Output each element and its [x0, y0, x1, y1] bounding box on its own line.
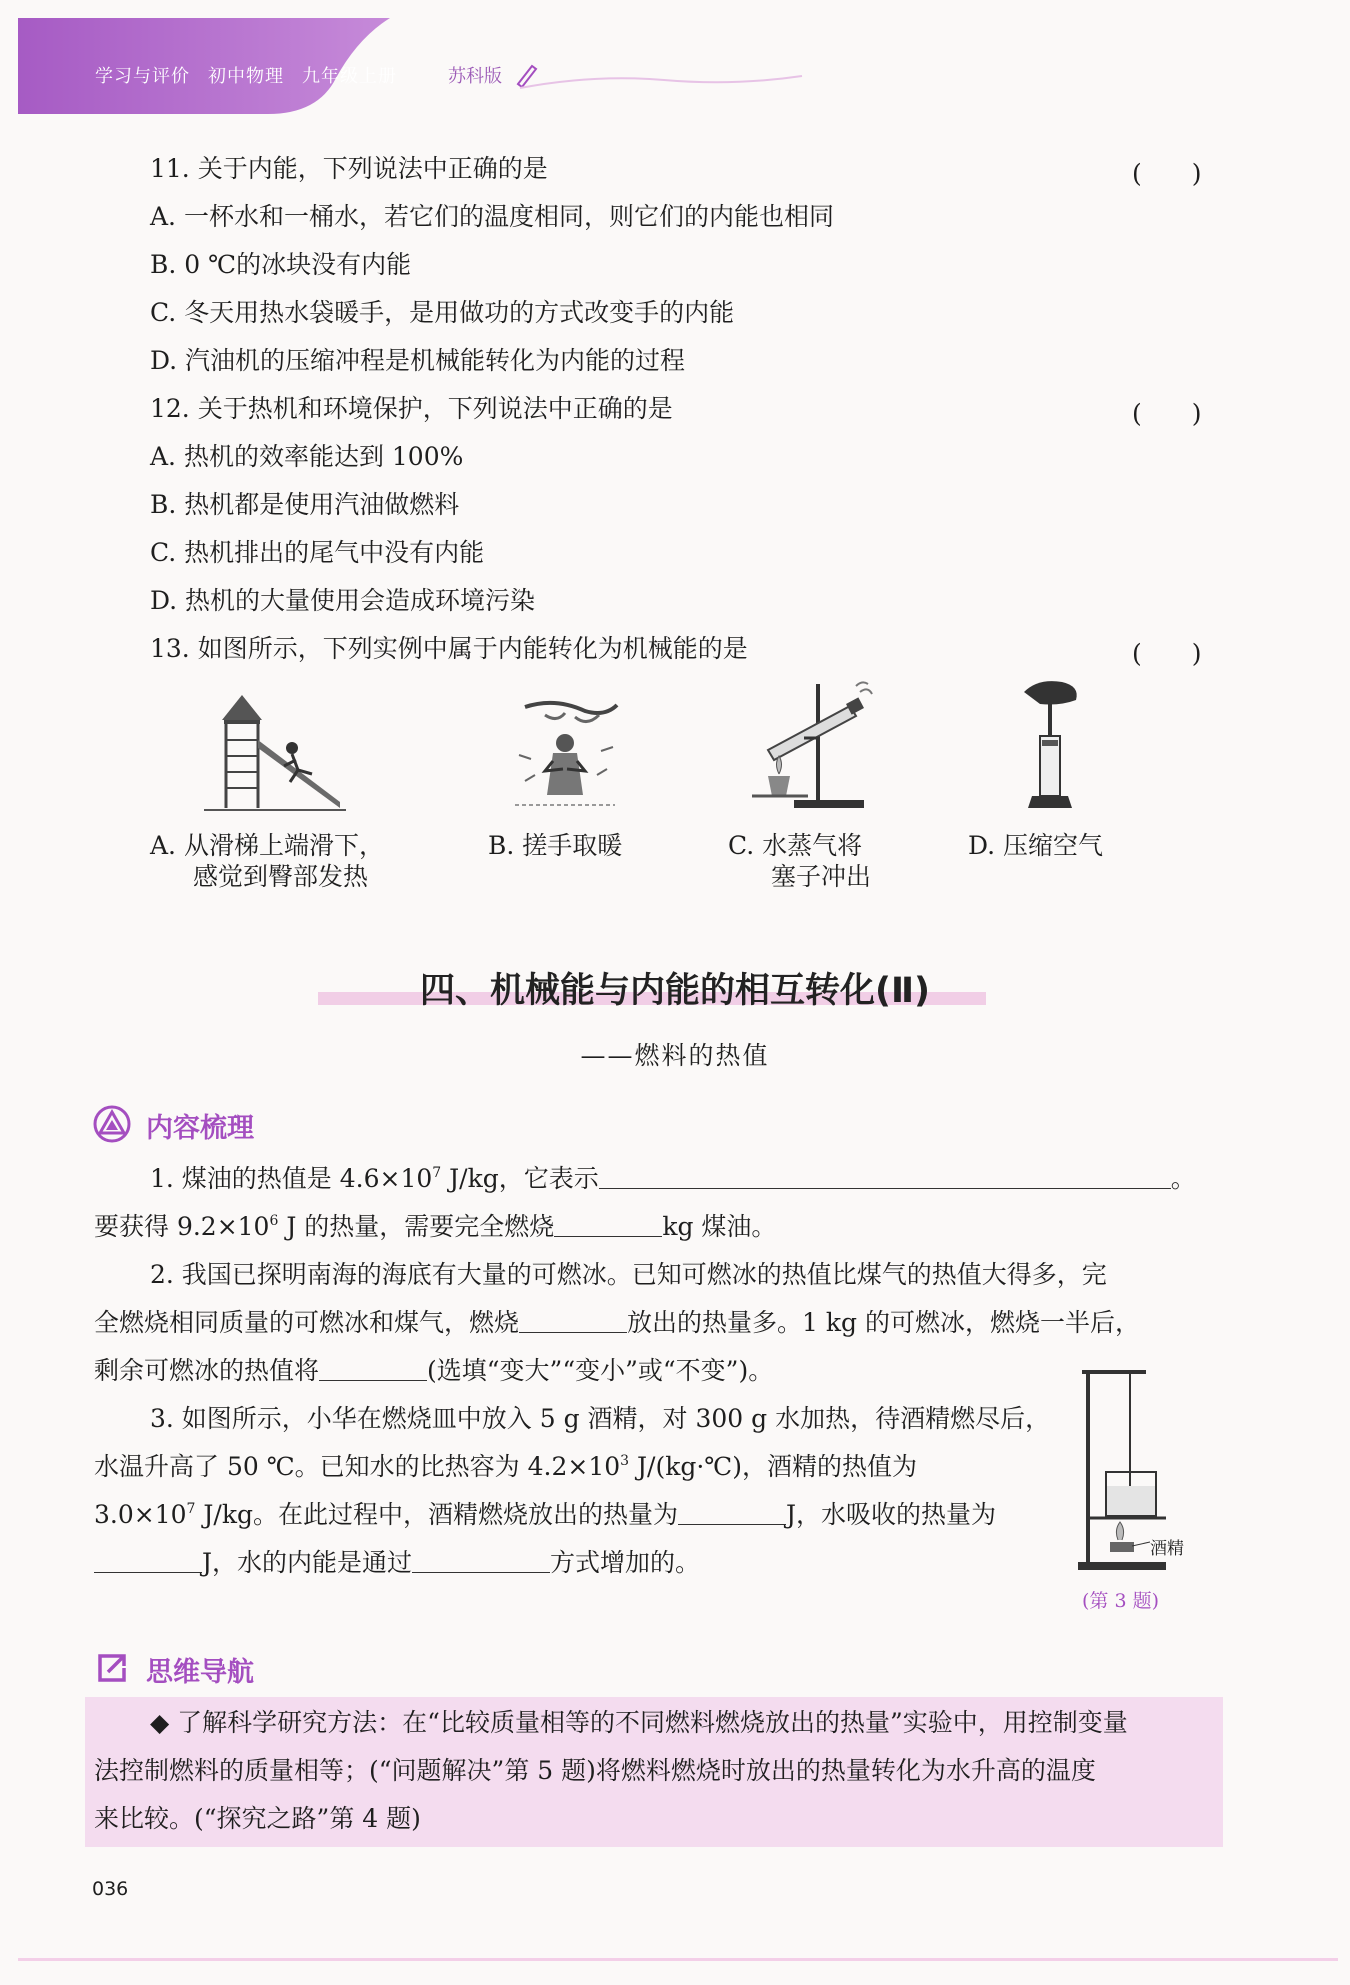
q11-answer-paren[interactable]: ( ) [1132, 159, 1202, 188]
rubbing-hands-figure [505, 695, 625, 815]
review-item3-line3: $3.0\times 10^7$ J/kg。在此过程中，酒精燃烧放出的热量为 J，水吸收的热量为 [94, 1500, 997, 1529]
review-item1-line1: 1. 煤油的热值是 $4.6\times 10^7$ J/kg，它表示 。 [150, 1164, 1196, 1193]
thinking-nav-line3: 来比较。(“探究之路”第 4 题) [94, 1804, 421, 1833]
page-number: 036 [92, 1878, 129, 1900]
q11-option-d: D. 汽油机的压缩冲程是机械能转化为内能的过程 [150, 346, 686, 375]
pen-icon [514, 58, 804, 94]
content-review-heading: 内容梳理 [146, 1113, 254, 1144]
q13-answer-paren[interactable]: ( ) [1132, 639, 1202, 668]
thinking-nav-line1: ◆ 了解科学研究方法：在“比较质量相等的不同燃料燃烧放出的热量”实验中，用控制变量 [150, 1708, 1128, 1737]
blank-3c[interactable] [412, 1548, 550, 1573]
q11-option-b: B. 0 ℃的冰块没有内能 [150, 250, 412, 279]
review-item3-line4: J，水的内能是通过 方式增加的。 [94, 1544, 700, 1582]
q13-caption-a-line2: 感觉到臀部发热 [193, 862, 369, 891]
q13-stem: 13. 如图所示，下列实例中属于内能转化为机械能的是 [150, 634, 748, 663]
bottom-divider [18, 1958, 1338, 1961]
thinking-nav-line2: 法控制燃料的质量相等；(“问题解决”第 5 题)将燃料燃烧时放出的热量转化为水升高的温度 [94, 1756, 1096, 1785]
section-title: 四、机械能与内能的相互转化(Ⅱ) [419, 971, 931, 1011]
figure3-caption: (第 3 题) [1082, 1590, 1159, 1612]
header-grade: 九年级上册 [302, 66, 397, 87]
q11-option-c: C. 冬天用热水袋暖手，是用做功的方式改变手的内能 [150, 298, 735, 327]
thinking-nav-heading: 思维导航 [146, 1657, 254, 1688]
header-series: 学习与评价 [95, 66, 190, 87]
compress-air-figure [1010, 678, 1090, 818]
q11-option-a: A. 一杯水和一桶水，若它们的温度相同，则它们的内能也相同 [150, 202, 834, 231]
blank-2a[interactable] [519, 1308, 627, 1333]
q12-stem: 12. 关于热机和环境保护，下列说法中正确的是 [150, 394, 673, 423]
alcohol-label: 酒精 [1150, 1539, 1184, 1559]
arrow-box-icon [94, 1650, 130, 1686]
q13-caption-d: D. 压缩空气 [968, 831, 1104, 860]
review-item2-line1: 2. 我国已探明南海的海底有大量的可燃冰。已知可燃冰的热值比煤气的热值大得多，完 [150, 1260, 1107, 1289]
q12-option-c: C. 热机排出的尾气中没有内能 [150, 538, 485, 567]
q13-caption-c-line1: C. 水蒸气将 [728, 831, 863, 860]
blank-1a[interactable] [599, 1164, 1171, 1189]
blank-2b[interactable] [319, 1356, 427, 1381]
triangle-circle-icon [92, 1104, 132, 1144]
q11-stem: 11. 关于内能，下列说法中正确的是 [150, 154, 548, 183]
review-item3-line1: 3. 如图所示，小华在燃烧皿中放入 5 g 酒精，对 300 g 水加热，待酒精燃尽后， [150, 1404, 1051, 1433]
section-subtitle: ——燃料的热值 [580, 1041, 770, 1070]
review-item2-line2: 全燃烧相同质量的可燃冰和煤气，燃烧 放出的热量多。1 kg 的可燃冰，燃烧一半后， [94, 1308, 1140, 1337]
q12-option-b: B. 热机都是使用汽油做燃料 [150, 490, 460, 519]
q13-caption-a-line1: A. 从滑梯上端滑下， [150, 831, 384, 860]
header-title [95, 62, 415, 88]
blank-3b[interactable] [94, 1548, 202, 1573]
review-item3-line2: 水温升高了 50 ℃。已知水的比热容为 $4.2\times 10^3$ J/(kg·℃)，酒精的热值为 [94, 1452, 918, 1481]
q12-option-d: D. 热机的大量使用会造成环境污染 [150, 586, 536, 615]
q12-option-a: A. 热机的效率能达到 100% [150, 442, 464, 471]
header-edition: 苏科版 [448, 66, 502, 87]
header-subject: 初中物理 [208, 66, 284, 87]
q13-caption-b: B. 搓手取暖 [488, 831, 623, 860]
blank-1b[interactable] [554, 1212, 662, 1237]
review-item1-line2: 要获得 $9.2\times 10^6$ J 的热量，需要完全燃烧 kg 煤油。 [94, 1212, 777, 1241]
slide-figure [200, 690, 350, 815]
q12-answer-paren[interactable]: ( ) [1132, 399, 1202, 428]
blank-3a[interactable] [678, 1500, 786, 1525]
review-item2-line3: 剩余可燃冰的热值将 (选填“变大”“变小”或“不变”)。 [94, 1356, 774, 1385]
q13-caption-c-line2: 塞子冲出 [771, 862, 872, 891]
steam-stopper-figure [738, 680, 878, 815]
